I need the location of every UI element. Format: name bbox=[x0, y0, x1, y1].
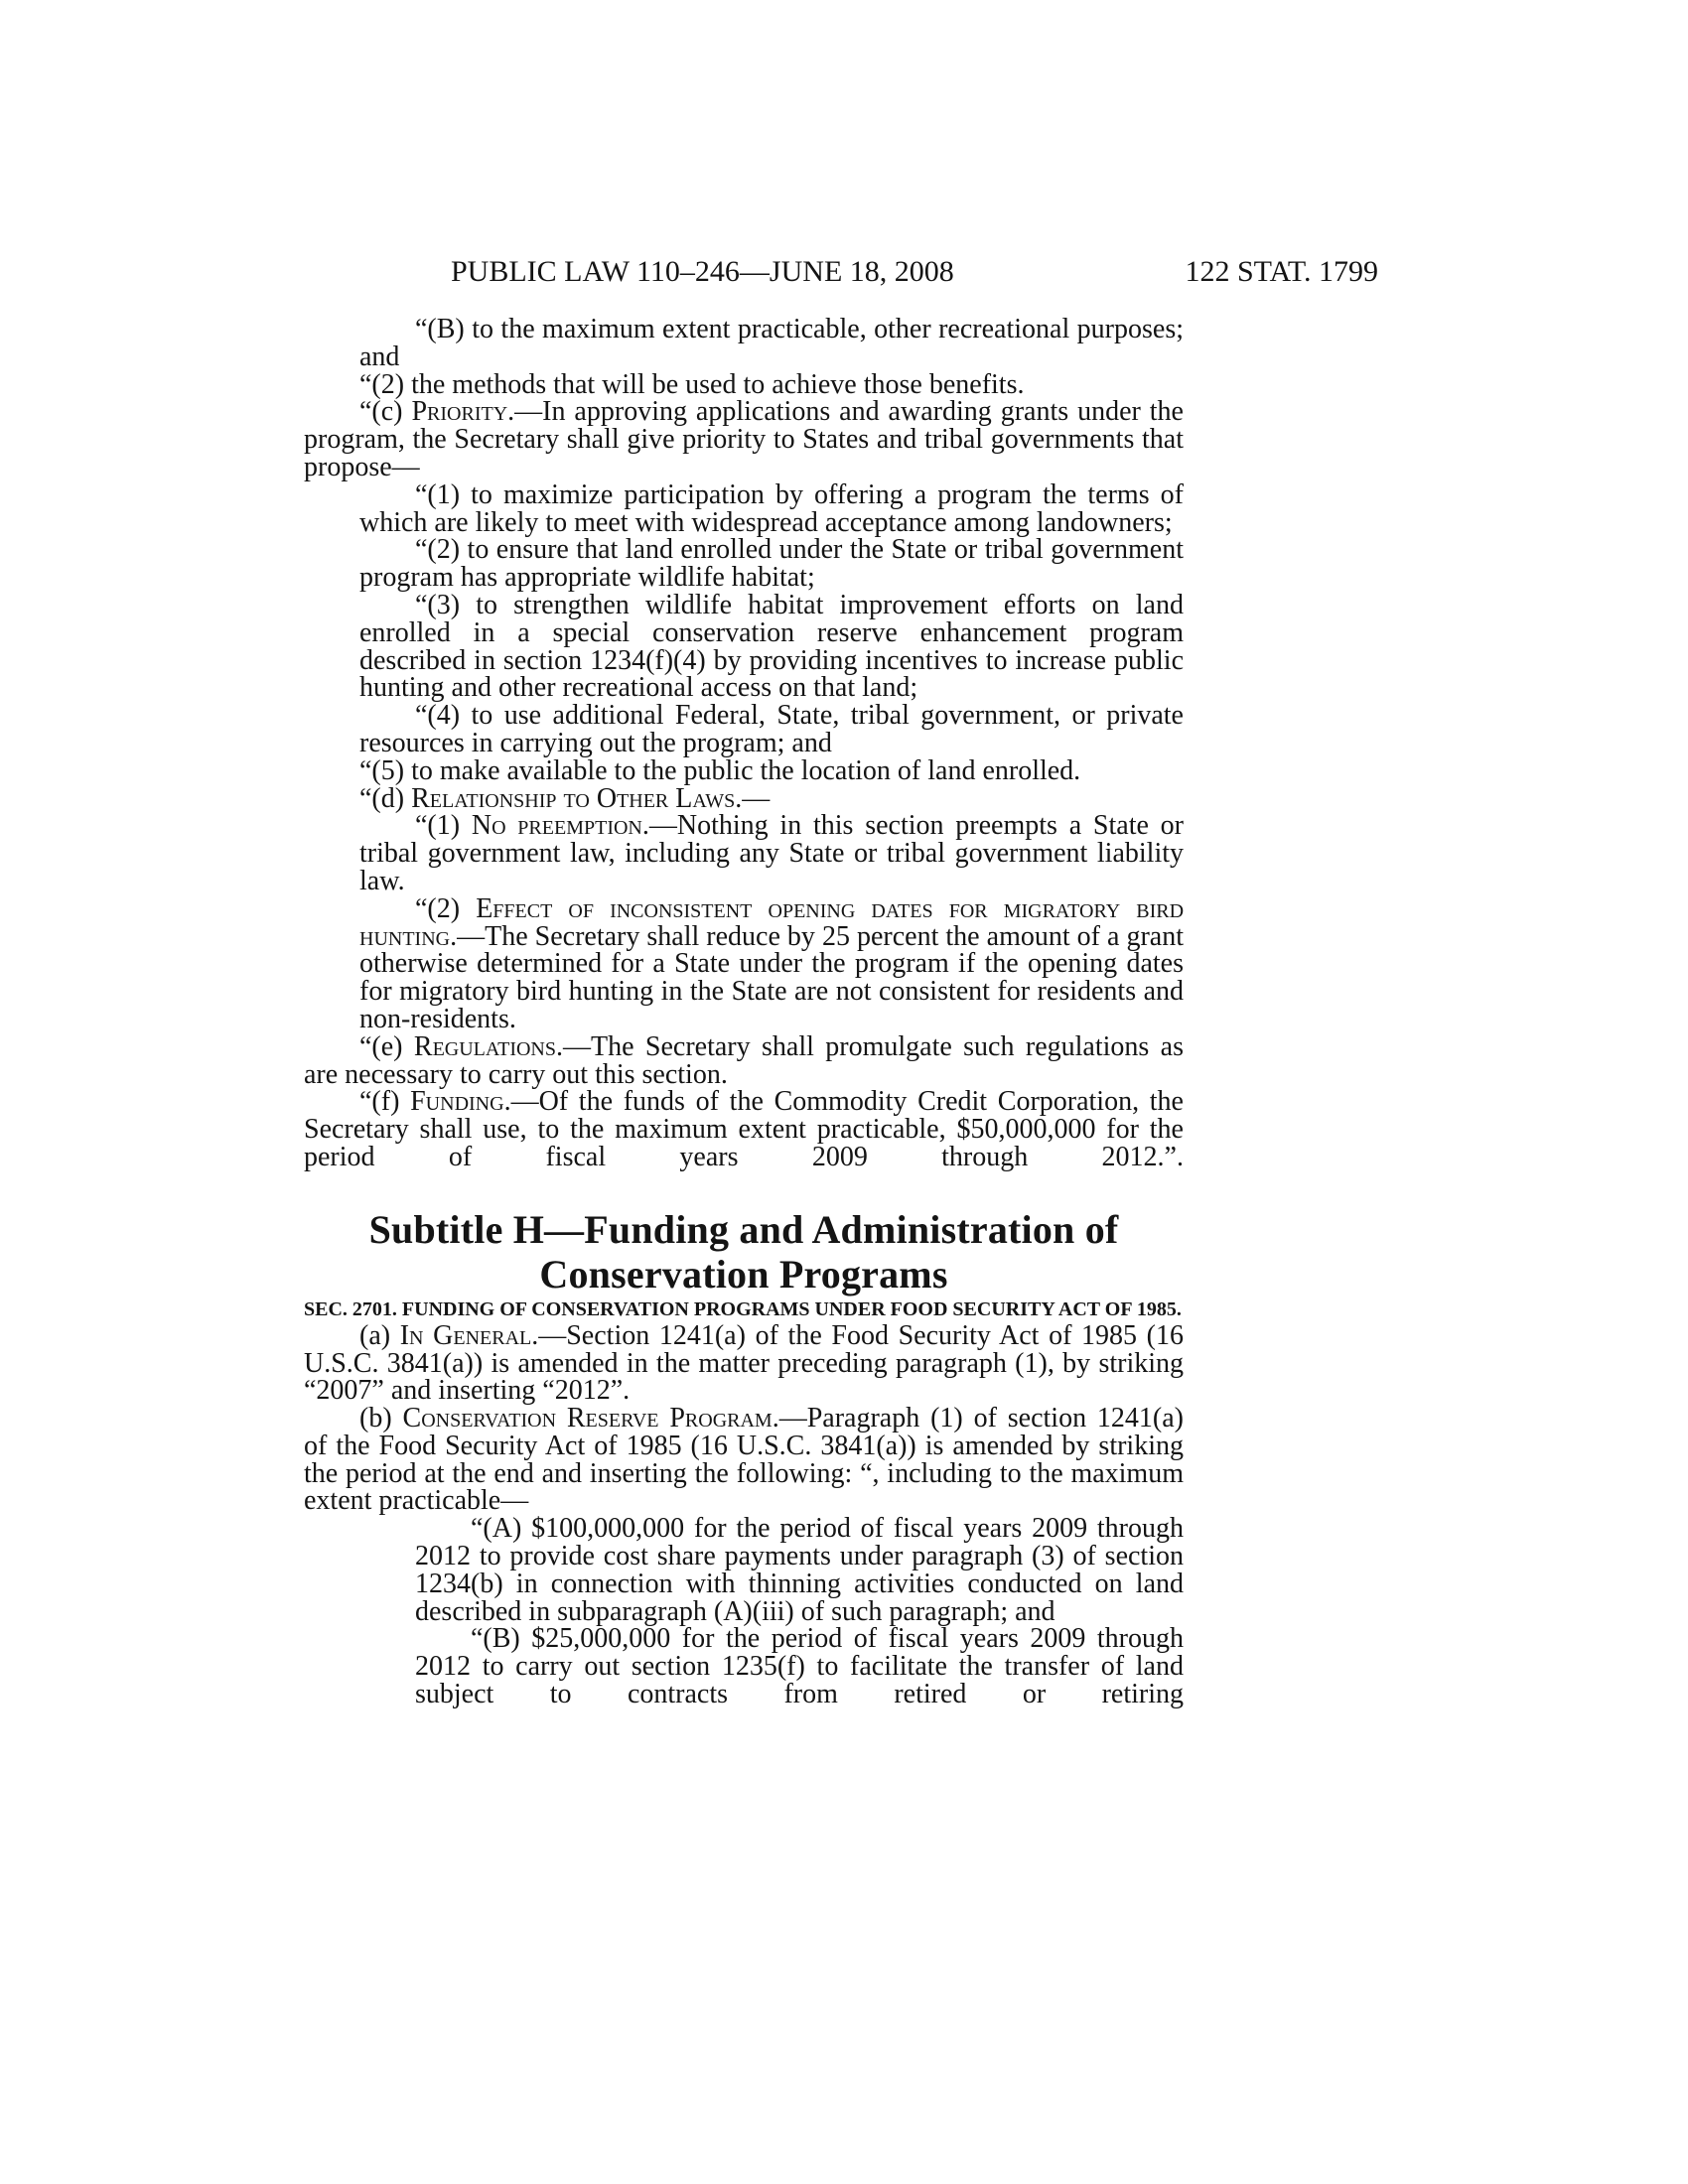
subtitle-line-2: Conservation Programs bbox=[539, 1251, 948, 1297]
subparagraph-B: “(B) $25,000,000 for the period of fiscal years 2009 through 2012 to carry out section 1235(f) to facilitate the transfer of land subject to contracts from retired or retiring bbox=[415, 1623, 1184, 1710]
section-heading: SEC. 2701. FUNDING OF CONSERVATION PROGRAMS UNDER FOOD SECURITY ACT OF 1985. bbox=[304, 1297, 1182, 1320]
subtitle-heading bbox=[304, 1207, 1184, 1297]
funding-heading: Funding bbox=[410, 1086, 504, 1118]
paragraph-d1: “(1) No preemption.—Nothing in this section preempts a State or tribal government law, including any State or tribal government liability law. bbox=[359, 810, 1185, 896]
paragraph-c-priority: “(c) Priority.—In approving applications and awarding grants under the program, the Secretary shall give priority to States and tribal governments that propose— bbox=[304, 396, 1184, 482]
regulations-heading: Regulations bbox=[413, 1030, 556, 1062]
subsection-b: (b) Conservation Reserve Program.—Paragraph (1) of section 1241(a) of the Food Security Act of 1985 (16 U.S.C. 3841(a)) is amended by striking the period at the end and inserting the following: “, including to the maximum extent practicable— bbox=[304, 1403, 1184, 1517]
relationship-heading: Relationship to Other Laws bbox=[411, 782, 736, 814]
paragraph-2-methods: “(2) the methods that will be used to achieve those benefits. bbox=[359, 368, 1025, 400]
inconsistent-dates-heading: Effect of inconsistent opening dates for migratory bird hunting bbox=[359, 892, 1185, 952]
paragraph-d-relationship: “(d) Relationship to Other Laws.— bbox=[359, 782, 771, 814]
subsection-a: (a) In General.—Section 1241(a) of the Food Security Act of 1985 (16 U.S.C. 3841(a)) is amended in the matter preceding paragraph (1), by striking “2007” and inserting “2012”. bbox=[304, 1319, 1184, 1407]
paragraph-c5: “(5) to make available to the public the location of land enrolled. bbox=[359, 754, 1081, 786]
in-general-heading: In General bbox=[399, 1319, 532, 1351]
statute-page-number: 122 STAT. 1799 bbox=[1185, 255, 1378, 288]
paragraph-d2: “(2) Effect of inconsistent opening dates for migratory bird hunting.—The Secretary shall reduce by 25 percent the amount of a grant otherwise determined for a State under the program if the opening dates for migratory bird hunting in the State are not consistent for residents and non-residents. bbox=[359, 892, 1185, 1034]
paragraph-f-funding: “(f) Funding.—Of the funds of the Commodity Credit Corporation, the Secretary shall use, to the maximum extent practicable, $50,000,000 for the period of fiscal years 2009 through 2012.”. bbox=[304, 1086, 1184, 1172]
no-preemption-heading: No preemption bbox=[471, 810, 642, 842]
running-header bbox=[304, 250, 1378, 294]
paragraph-c2: “(2) to ensure that land enrolled under the State or tribal government program has appropriate wildlife habitat; bbox=[359, 534, 1184, 594]
paragraph-c4: “(4) to use additional Federal, State, tribal government, or private resources in carrying out the program; and bbox=[359, 700, 1184, 758]
subtitle-line-1: Subtitle H—Funding and Administration of bbox=[368, 1206, 1119, 1252]
document-body bbox=[304, 316, 1184, 1708]
paragraph-c1: “(1) to maximize participation by offering a program the terms of which are likely to meet with widespread acceptance among landowners; bbox=[359, 478, 1184, 538]
priority-heading: Priority bbox=[411, 396, 508, 428]
paragraph-b-recreational: “(B) to the maximum extent practicable, other recreational purposes; and bbox=[359, 314, 1184, 372]
paragraph-e-regulations: “(e) Regulations.—The Secretary shall promulgate such regulations as are necessary to carry out this section. bbox=[304, 1030, 1184, 1090]
paragraph-c3: “(3) to strengthen wildlife habitat improvement efforts on land enrolled in a special conservation reserve enhancement program described in section 1234(f)(4) by providing incentives to increase public hunting and other recreational access on that land; bbox=[359, 589, 1184, 704]
conservation-reserve-heading: Conservation Reserve Program bbox=[402, 1403, 773, 1434]
law-citation: PUBLIC LAW 110–246—JUNE 18, 2008 bbox=[451, 255, 954, 288]
subparagraph-A: “(A) $100,000,000 for the period of fiscal years 2009 through 2012 to provide cost share payments under paragraph (3) of section 1234(b) in connection with thinning activities conducted on land described in subparagraph (A)(iii) of such paragraph; and bbox=[415, 1513, 1184, 1627]
